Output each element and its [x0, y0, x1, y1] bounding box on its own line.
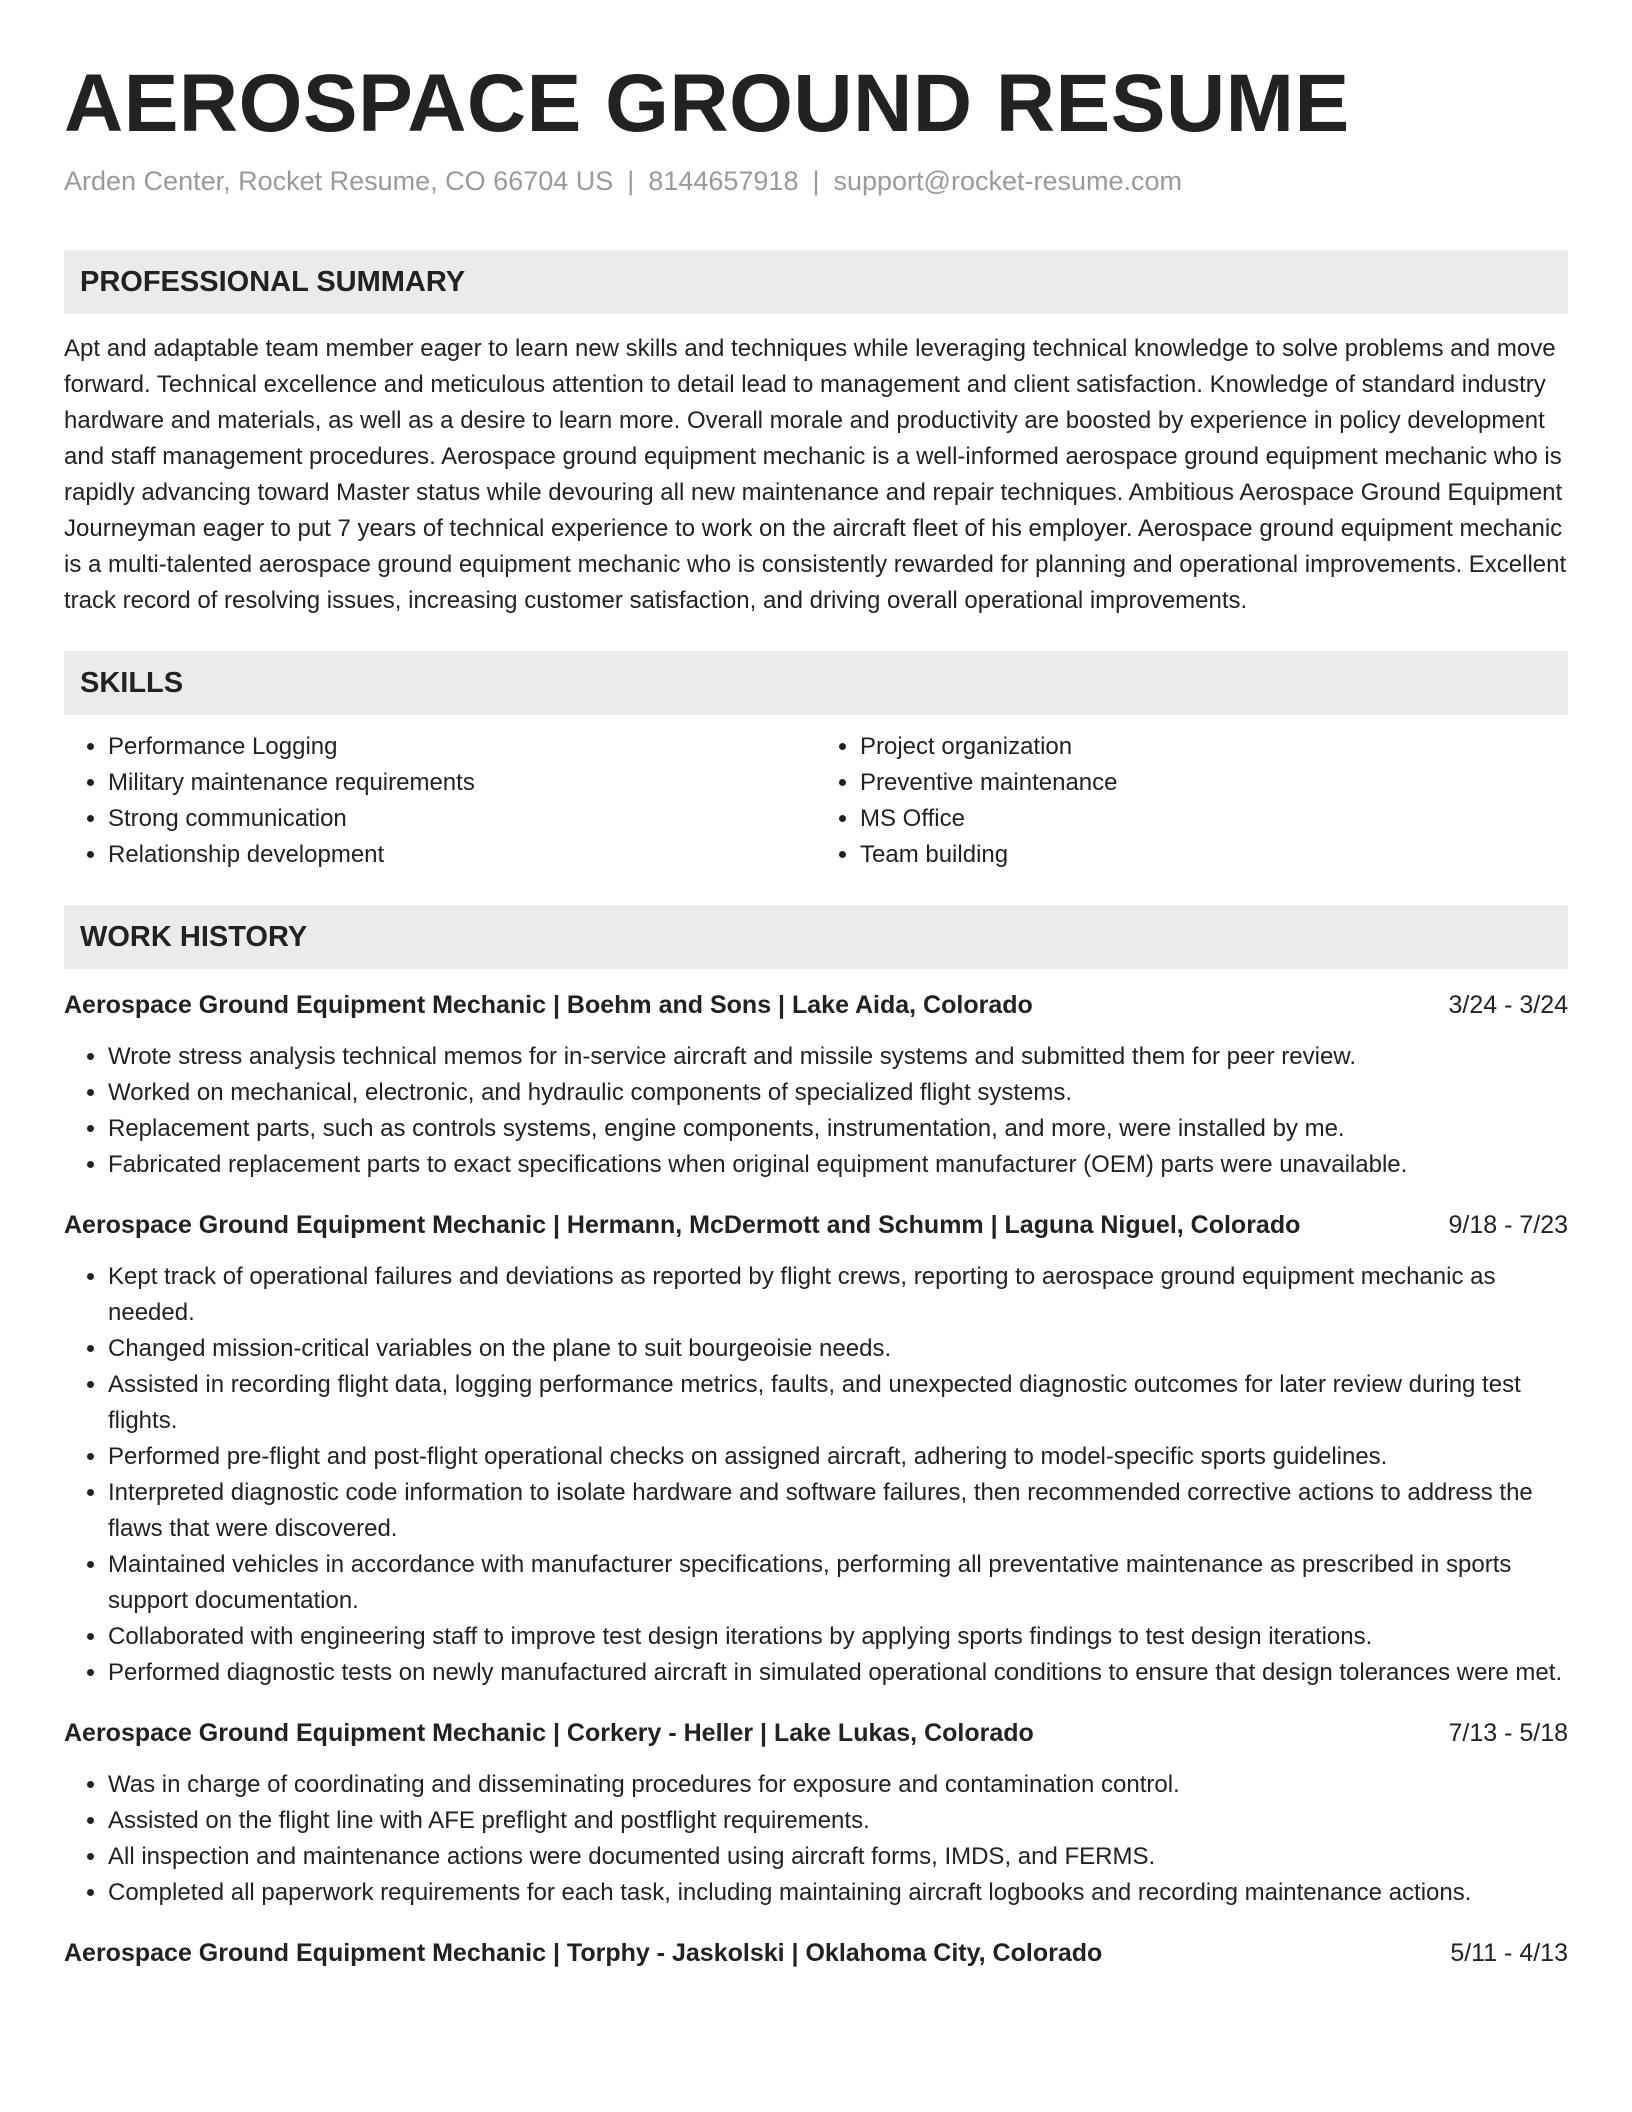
contact-phone: 8144657918: [648, 166, 799, 196]
job-header: [64, 1207, 1568, 1243]
resume-title: AEROSPACE GROUND RESUME: [64, 58, 1350, 149]
job-bullet: • Assisted on the flight line with AFE preflight and postflight requirements.: [108, 1803, 1568, 1839]
contact-address: Arden Center, Rocket Resume, CO 66704 US: [64, 166, 614, 196]
job-bullets: [64, 1039, 1568, 1183]
job-heading: Aerospace Ground Equipment Mechanic | Torphy - Jaskolski | Oklahoma City, Colorado: [64, 1939, 1103, 1967]
summary-text: Apt and adaptable team member eager to learn new skills and techniques while leveraging technical knowledge to solve problems and move forward. Technical excellence and meticulous attention to detail lead to management and client satisfaction. Knowledge of standard industry hardware and materials, as well as a desire to learn more. Overall morale and productivity are boosted by experience in policy development and staff management procedures. Aerospace ground equipment mechanic is a well-informed aerospace ground equipment mechanic who is rapidly advancing toward Master status while devouring all new maintenance and repair techniques. Ambitious Aerospace Ground Equipment Journeyman eager to put 7 years of technical experience to work on the aircraft fleet of his employer. Aerospace ground equipment mechanic is a multi-talented aerospace ground equipment mechanic who is consistently rewarded for planning and operational improvements. Excellent track record of resolving issues, increasing customer satisfaction, and driving overall operational improvements.: [64, 335, 1567, 614]
job-bullets: [64, 1767, 1568, 1911]
job-heading: Aerospace Ground Equipment Mechanic | Corkery - Heller | Lake Lukas, Colorado: [64, 1719, 1034, 1747]
job-bullet: • Assisted in recording flight data, logging performance metrics, faults, and unexpected diagnostic outcomes for later review during test flights.: [108, 1367, 1568, 1439]
job-bullet: • Replacement parts, such as controls systems, engine components, instrumentation, and more, were installed by me.: [108, 1111, 1568, 1147]
section-header-summary: PROFESSIONAL SUMMARY: [64, 250, 1568, 314]
job-bullet: • Worked on mechanical, electronic, and hydraulic components of specialized flight systems.: [108, 1075, 1568, 1111]
job-entry: [64, 1207, 1568, 1691]
job-bullet: • Interpreted diagnostic code information to isolate hardware and software failures, then recommended corrective actions to address the flaws that were discovered.: [108, 1475, 1568, 1547]
job-bullet: • Fabricated replacement parts to exact specifications when original equipment manufacturer (OEM) parts were unavailable.: [108, 1147, 1568, 1183]
job-bullet: • Was in charge of coordinating and disseminating procedures for exposure and contamination control.: [108, 1767, 1568, 1803]
skill-item: • Project organization: [860, 729, 1568, 765]
job-bullet: • Collaborated with engineering staff to improve test design iterations by applying sports findings to test design iterations.: [108, 1619, 1568, 1655]
job-bullet: • Maintained vehicles in accordance with manufacturer specifications, performing all preventative maintenance as prescribed in sports support documentation.: [108, 1547, 1568, 1619]
job-bullet: • Performed pre-flight and post-flight operational checks on assigned aircraft, adhering to model-specific sports guidelines.: [108, 1439, 1568, 1475]
job-heading: Aerospace Ground Equipment Mechanic | Hermann, McDermott and Schumm | Laguna Niguel, Colorado: [64, 1211, 1301, 1239]
job-dates: 5/11 - 4/13: [1450, 1939, 1568, 1967]
contact-line: [64, 164, 1568, 198]
job-bullet: • Wrote stress analysis technical memos for in-service aircraft and missile systems and submitted them for peer review.: [108, 1039, 1568, 1075]
skills-column-left: [64, 729, 816, 873]
section-header-skills: SKILLS: [64, 651, 1568, 715]
job-dates: 3/24 - 3/24: [1448, 991, 1568, 1019]
job-bullets: [64, 1259, 1568, 1691]
contact-separator: |: [812, 166, 820, 196]
skills-list: [64, 729, 1568, 873]
job-bullet: • Kept track of operational failures and deviations as reported by flight crews, reporting to aerospace ground equipment mechanic as needed.: [108, 1259, 1568, 1331]
skill-item: • Military maintenance requirements: [108, 765, 816, 801]
skill-item: • MS Office: [860, 801, 1568, 837]
job-bullet: • Performed diagnostic tests on newly manufactured aircraft in simulated operational conditions to ensure that design tolerances were met.: [108, 1655, 1568, 1691]
skill-item: • Relationship development: [108, 837, 816, 873]
contact-separator: |: [627, 166, 635, 196]
job-entry: [64, 1715, 1568, 1911]
job-entry: [64, 987, 1568, 1183]
job-header: [64, 987, 1568, 1023]
skill-item: • Team building: [860, 837, 1568, 873]
job-bullet: • Completed all paperwork requirements for each task, including maintaining aircraft logbooks and recording maintenance actions.: [108, 1875, 1568, 1911]
job-bullet: • Changed mission-critical variables on the plane to suit bourgeoisie needs.: [108, 1331, 1568, 1367]
job-dates: 7/13 - 5/18: [1448, 1719, 1568, 1747]
job-header: [64, 1715, 1568, 1751]
skill-item: • Preventive maintenance: [860, 765, 1568, 801]
job-header: [64, 1935, 1568, 1971]
job-entry: [64, 1935, 1568, 1971]
job-heading: Aerospace Ground Equipment Mechanic | Boehm and Sons | Lake Aida, Colorado: [64, 991, 1033, 1019]
skills-column-right: [816, 729, 1568, 873]
job-bullet: • All inspection and maintenance actions were documented using aircraft forms, IMDS, and FERMS.: [108, 1839, 1568, 1875]
job-dates: 9/18 - 7/23: [1448, 1211, 1568, 1239]
section-header-work-history: WORK HISTORY: [64, 905, 1568, 969]
contact-email: support@rocket-resume.com: [833, 166, 1183, 196]
skill-item: • Strong communication: [108, 801, 816, 837]
skill-item: • Performance Logging: [108, 729, 816, 765]
